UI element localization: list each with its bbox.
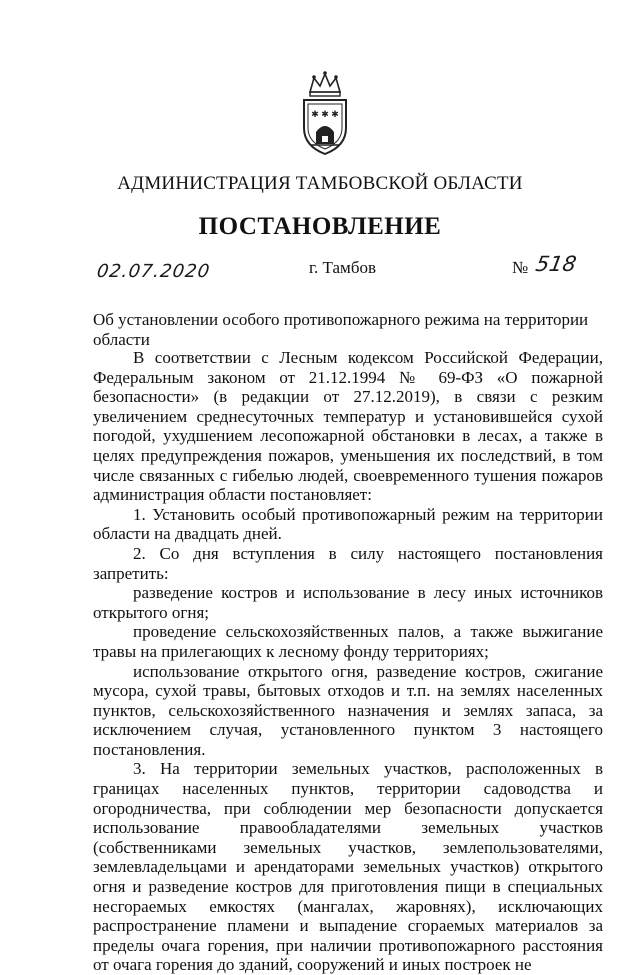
- svg-text:✱: ✱: [321, 110, 329, 120]
- svg-text:✱: ✱: [311, 110, 319, 120]
- coat-of-arms-icon: [296, 70, 354, 156]
- svg-text:✱: ✱: [331, 110, 339, 120]
- paragraph-prohibition-3: использование открытого огня, разведение костров, сжигание мусора, сухой травы, бытовых отходов и т.п. на землях населенных пунктов, сельскохозяйственного назначения и землях запаса, за исключением случая, установленного пунктом 3 настоящего постановления.: [93, 661, 603, 759]
- number-sign: №: [512, 258, 529, 277]
- organization-name: АДМИНИСТРАЦИЯ ТАМБОВСКОЙ ОБЛАСТИ: [117, 173, 523, 194]
- document-subject: Об установлении особого противопожарного режима на территории области: [93, 310, 589, 349]
- handwritten-date: 02.07.2020: [95, 261, 212, 282]
- city-label: г. Тамбов: [309, 258, 376, 277]
- paragraph-prohibition-1: разведение костров и использование в лесу иных источников открытого огня;: [93, 583, 603, 622]
- paragraph-preamble: В соответствии с Лесным кодексом Российской Федерации, Федеральным законом от 21.12.1994 № 69-ФЗ «О пожарной безопасности» (в редакции от 27.12.2019), в связи с резким увеличением среднесуточных температур и установившейся сухой погодой, ухудшением лесопожарной обстановки в лесах, а также в целях предупреждения пожаров, уменьшения их последствий, в том числе связанных с гибелью людей, своевременного тушения пожаров администрация области постановляет:: [93, 348, 603, 505]
- document-body: [93, 348, 603, 975]
- document-type-title: ПОСТАНОВЛЕНИЕ: [198, 213, 442, 240]
- paragraph-item-2: 2. Со дня вступления в силу настоящего постановления запретить:: [93, 543, 603, 583]
- paragraph-prohibition-2: проведение сельскохозяйственных палов, а также выжигание травы на прилегающих к лесному фонду территориях;: [93, 622, 603, 661]
- handwritten-number: 518: [533, 252, 579, 276]
- paragraph-item-1: 1. Установить особый противопожарный режим на территории области на двадцать дней.: [93, 504, 603, 544]
- paragraph-item-3: 3. На территории земельных участков, расположенных в границах населенных пунктов, территории садоводства и огородничества, при соблюдении мер безопасности допускается использование правообладателями земельных участков (собственниками земельных участков, землепользователями, землевладельцами и арендаторами земельных участков) открытого огня и разведение костров для приготовления пищи в специальных несгораемых емкостях (мангалах, жаровнях), исключающих распространение пламени и выпадение сгораемых материалов за пределы очага горения, при наличии противопожарного расстояния от очага горения до зданий, сооружений и иных построек не: [93, 759, 603, 975]
